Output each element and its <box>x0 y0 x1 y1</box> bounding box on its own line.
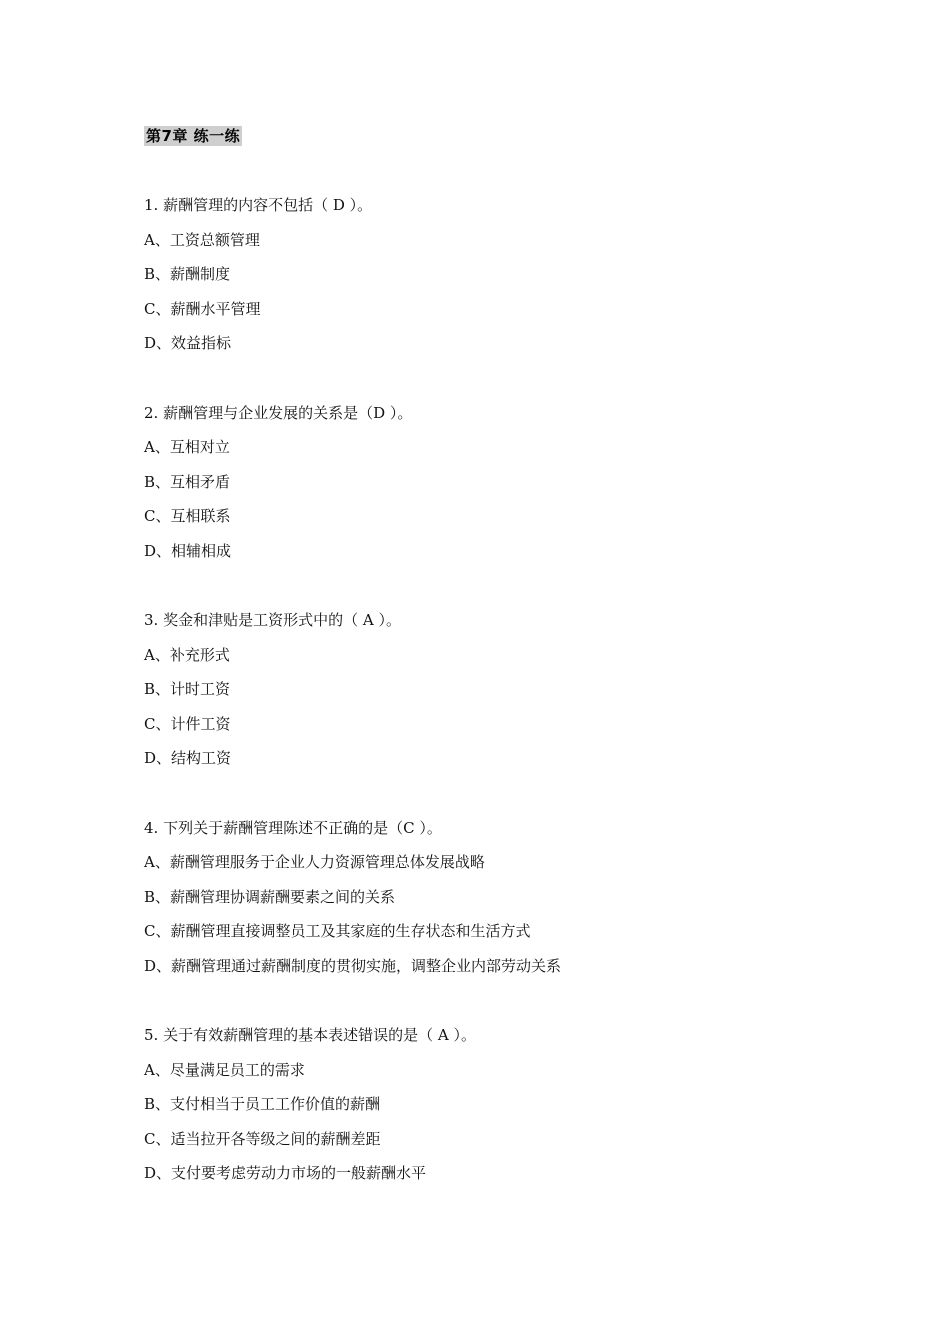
option-c: C、薪酬管理直接调整员工及其家庭的生存状态和生活方式 <box>144 922 531 940</box>
option-c: C、计件工资 <box>144 714 231 733</box>
page-title: 第7章 练一练 <box>146 127 241 145</box>
option-b: B、计时工资 <box>144 680 231 698</box>
question-1 <box>144 188 844 361</box>
option-b: B、薪酬制度 <box>144 265 231 283</box>
question-list <box>144 188 844 1226</box>
question-stem: 5. 关于有效薪酬管理的基本表述错误的是（ A ）。 <box>144 1026 476 1044</box>
option-a: A、尽量满足员工的需求 <box>144 1060 305 1079</box>
question-3 <box>144 603 844 776</box>
question-4 <box>144 811 844 984</box>
option-c: C、适当拉开各等级之间的薪酬差距 <box>144 1129 381 1148</box>
option-a: A、工资总额管理 <box>144 230 260 249</box>
option-b: B、互相矛盾 <box>144 472 231 491</box>
question-stem: 1. 薪酬管理的内容不包括（ D ）。 <box>144 196 373 214</box>
option-d: D、效益指标 <box>144 334 232 352</box>
option-d: D、结构工资 <box>144 749 232 767</box>
option-d: D、薪酬管理通过薪酬制度的贯彻实施，调整企业内部劳动关系 <box>144 956 562 975</box>
question-2 <box>144 396 844 569</box>
option-c: C、互相联系 <box>144 507 231 525</box>
question-stem: 2. 薪酬管理与企业发展的关系是（D ）。 <box>144 403 413 422</box>
option-a: A、薪酬管理服务于企业人力资源管理总体发展战略 <box>144 853 485 871</box>
option-a: A、补充形式 <box>144 645 230 664</box>
question-5 <box>144 1018 844 1191</box>
question-stem: 3. 奖金和津贴是工资形式中的（ A ）。 <box>144 611 401 629</box>
option-d: D、相辅相成 <box>144 541 232 560</box>
option-a: A、互相对立 <box>144 438 230 456</box>
option-c: C、薪酬水平管理 <box>144 299 261 318</box>
option-d: D、支付要考虑劳动力市场的一般薪酬水平 <box>144 1164 427 1182</box>
question-stem: 4. 下列关于薪酬管理陈述不正确的是（C ）。 <box>144 818 442 837</box>
option-b: B、薪酬管理协调薪酬要素之间的关系 <box>144 887 396 906</box>
option-b: B、支付相当于员工工作价值的薪酬 <box>144 1095 381 1113</box>
